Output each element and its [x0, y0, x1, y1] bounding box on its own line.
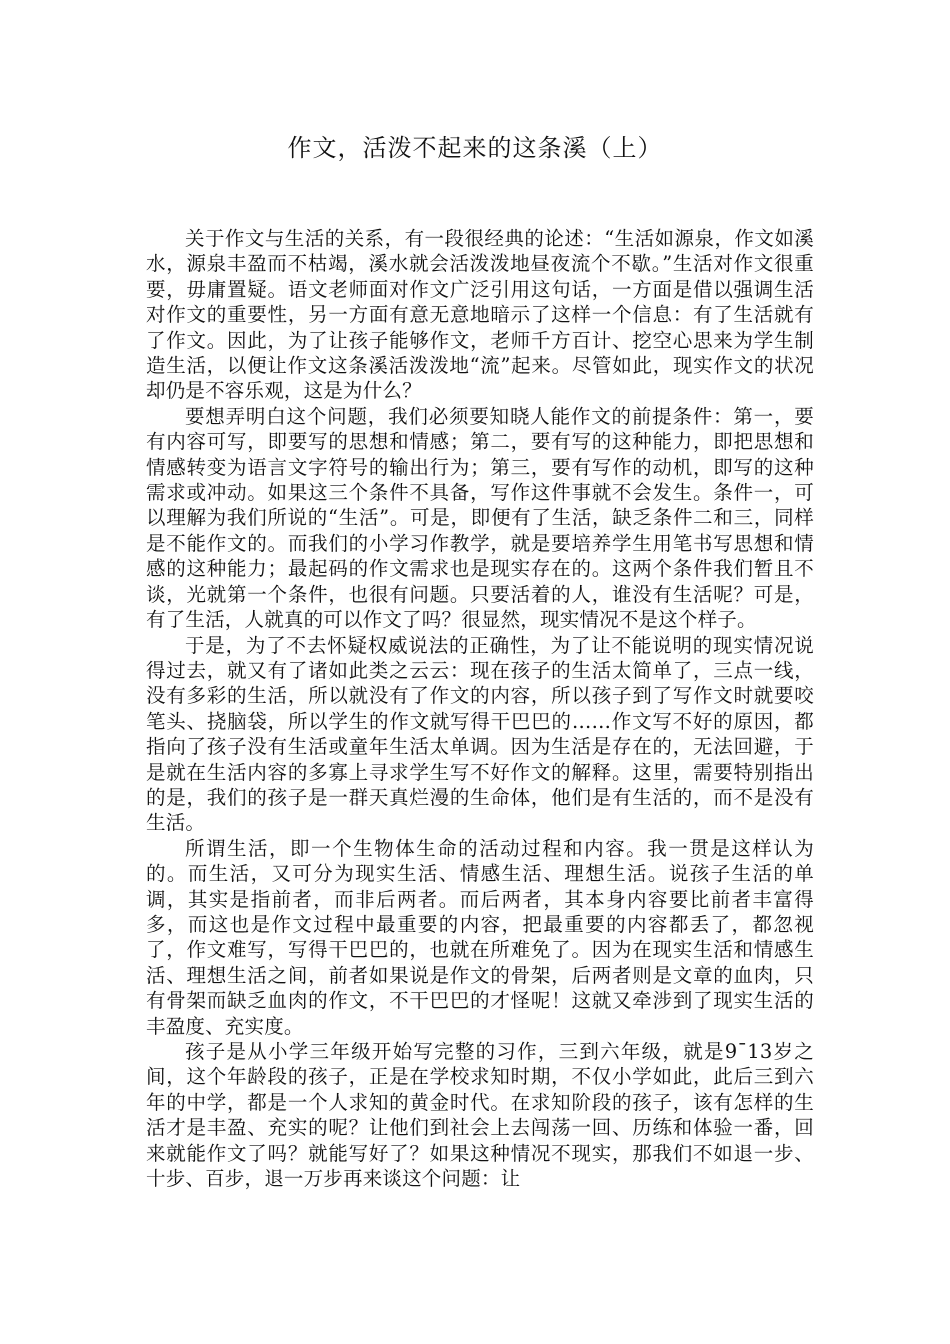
- paragraph-1: 关于作文与生活的关系，有一段很经典的论述：“生活如源泉，作文如溪水，源泉丰盈而不枯竭，溪水就会活泼泼地昼夜流个不歇。”生活对作文很重要，毋庸置疑。语文老师面对作文广泛引用这句话，一方面是借以强调生活对作文的重要性，另一方面有意无意地暗示了这样一个信息：有了生活就有了作文。因此，为了让孩子能够作文，老师千方百计、挖空心思来为学生制造生活，以便让作文这条溪活泼泼地“流”起来。尽管如此，现实作文的状况却仍是不容乐观，这是为什么？: [146, 227, 814, 403]
- document-body: [146, 226, 814, 1191]
- paragraph-2: 要想弄明白这个问题，我们必须要知晓人能作文的前提条件：第一，要有内容可写，即要写的思想和情感；第二，要有写的这种能力，即把思想和情感转变为语言文字符号的输出行为；第三，要有写作的动机，即写的这种需求或冲动。如果这三个条件不具备，写作这件事就不会发生。条件一，可以理解为我们所说的“生活”。可是，即便有了生活，缺乏条件二和三，同样是不能作文的。而我们的小学习作教学，就是要培养学生用笔书写思想和情感的这种能力；最起码的作文需求也是现实存在的。这两个条件我们暂且不谈，光就第一个条件，也很有问题。只要活着的人，谁没有生活呢？可是，有了生活，人就真的可以作文了吗？很显然，现实情况不是这个样子。: [146, 404, 814, 632]
- document-title: 作文，活泼不起来的这条溪（上）: [287, 134, 663, 162]
- paragraph-3: 于是，为了不去怀疑权威说法的正确性，为了让不能说明的现实情况说得过去，就又有了诸如此类之云云：现在孩子的生活太简单了，三点一线，没有多彩的生活，所以就没有了作文的内容，所以孩子到了写作文时就要咬笔头、挠脑袋，所以学生的作文就写得干巴巴的……作文写不好的原因，都指向了孩子没有生活或童年生活太单调。因为生活是存在的，无法回避，于是就在生活内容的多寡上寻求学生写不好作文的解释。这里，需要特别指出的是，我们的孩子是一群天真烂漫的生命体，他们是有生活的，而不是没有生活。: [146, 633, 814, 835]
- paragraph-4: 所谓生活，即一个生物体生命的活动过程和内容。我一贯是这样认为的。而生活，又可分为现实生活、情感生活、理想生活。说孩子生活的单调，其实是指前者，而非后两者。而后两者，其本身内容要比前者丰富得多，而这也是作文过程中最重要的内容，把最重要的内容都丢了，都忽视了，作文难写，写得干巴巴的，也就在所难免了。因为在现实生活和情感生活、理想生活之间，前者如果说是作文的骨架，后两者则是文章的血肉，只有骨架而缺乏血肉的作文，不干巴巴的才怪呢！这就又牵涉到了现实生活的丰盈度、充实度。: [146, 836, 814, 1038]
- paragraph-5: 孩子是从小学三年级开始写完整的习作，三到六年级，就是9¯13岁之间，这个年龄段的孩子，正是在学校求知时期，不仅小学如此，此后三到六年的中学，都是一个人求知的黄金时代。在求知阶段的孩子，该有怎样的生活才是丰盈、充实的呢？让他们到社会上去闯荡一回、历练和体验一番，回来就能作文了吗？就能写好了？如果这种情况不现实，那我们不如退一步、十步、百步，退一万步再来谈这个问题：让: [146, 1040, 814, 1191]
